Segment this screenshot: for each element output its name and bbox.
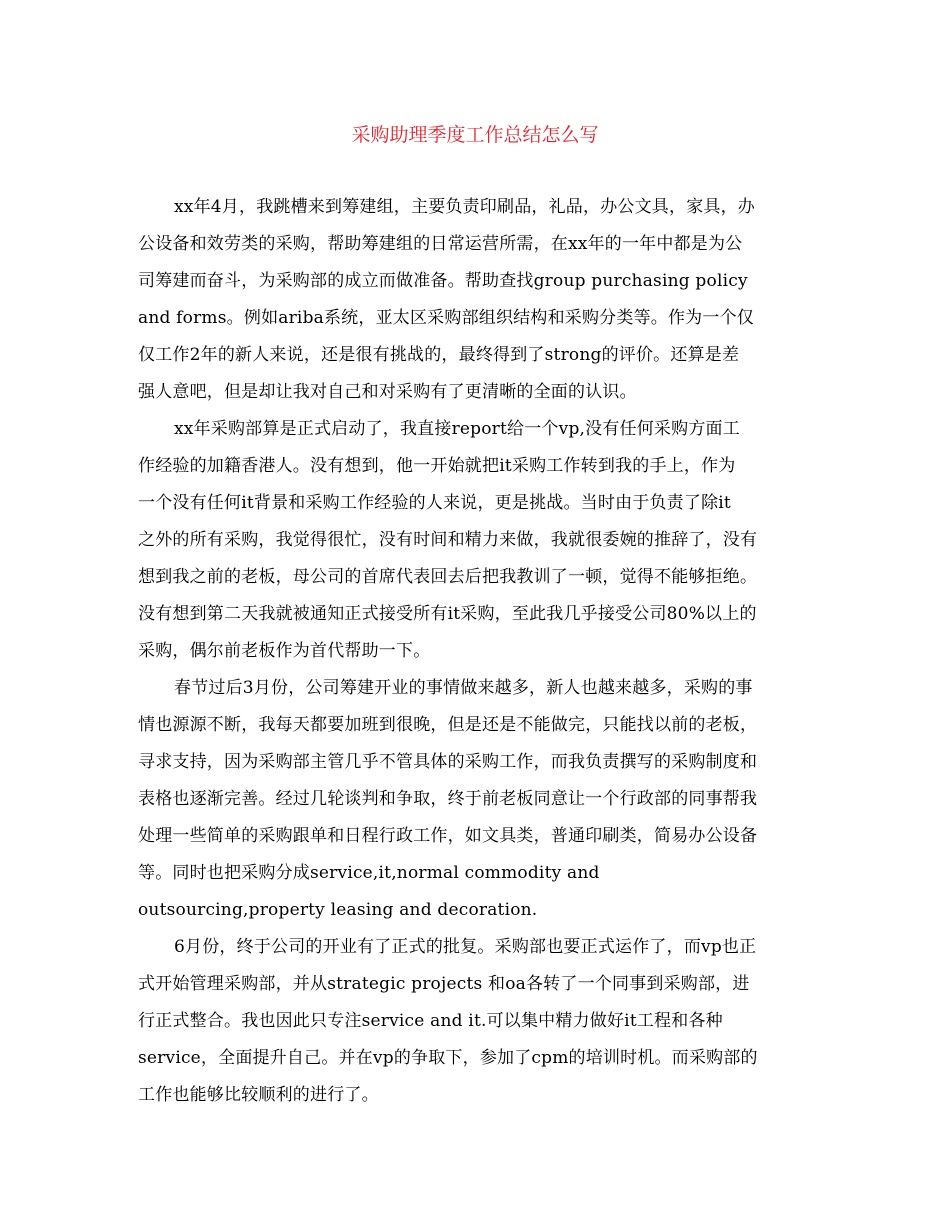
- text-line: 6月份，终于公司的开业有了正式的批复。采购部也要正式运作了，而vp也正: [174, 937, 757, 957]
- text-line: 等。同时也把采购分成service,it,normal commodity and: [138, 863, 600, 883]
- text-line: xx年4月，我跳槽来到筹建组，主要负责印刷品，礼品，办公文具，家具，办: [174, 197, 755, 217]
- text-line: 作经验的加籍香港人。没有想到，他一开始就把it采购工作转到我的手上，作为: [138, 456, 736, 476]
- text-line: 采购，偶尔前老板作为首代帮助一下。: [138, 641, 431, 661]
- text-line: service，全面提升自己。并在vp的争取下，参加了cpm的培训时机。而采购部的: [138, 1048, 758, 1068]
- text-line: 司筹建而奋斗，为采购部的成立而做准备。帮助查找group purchasing policy: [138, 271, 748, 291]
- paragraph: [138, 416, 814, 675]
- paragraph-container: [138, 194, 814, 1119]
- document-body: [138, 194, 814, 1119]
- text-line: xx年采购部算是正式启动了，我直接report给一个vp,没有任何采购方面工: [174, 419, 740, 439]
- text-line: 春节过后3月份，公司筹建开业的事情做来越多，新人也越来越多，采购的事: [174, 678, 753, 698]
- document-title: 采购助理季度工作总结怎么写: [351, 124, 599, 146]
- text-line: 仅工作2年的新人来说，还是很有挑战的，最终得到了strong的评价。还算是差: [138, 345, 740, 365]
- text-line: 处理一些简单的采购跟单和日程行政工作，如文具类，普通印刷类，简易办公设备: [138, 826, 758, 846]
- text-line: 想到我之前的老板，母公司的首席代表回去后把我教训了一顿，觉得不能够拒绝。: [138, 567, 758, 587]
- text-line: 公设备和效劳类的采购，帮助筹建组的日常运营所需，在xx年的一年中都是为公: [138, 234, 743, 254]
- text-line: 强人意吧，但是却让我对自己和对采购有了更清晰的全面的认识。: [138, 382, 637, 402]
- paragraph: [138, 675, 814, 934]
- text-line: outsourcing,property leasing and decoration.: [138, 900, 538, 920]
- text-line: 工作也能够比较顺利的进行了。: [138, 1085, 379, 1105]
- text-line: 没有想到第二天我就被通知正式接受所有it采购，至此我几乎接受公司80%以上的: [138, 604, 757, 624]
- text-line: 式开始管理采购部，并从strategic projects 和oa各转了一个同事到采购部，进: [138, 974, 750, 994]
- text-line: 一个没有任何it背景和采购工作经验的人来说，更是挑战。当时由于负责了除it: [138, 493, 731, 513]
- text-line: 情也源源不断，我每天都要加班到很晚，但是还是不能做完，只能找以前的老板，: [138, 715, 758, 735]
- text-line: 表格也逐渐完善。经过几轮谈判和争取，终于前老板同意让一个行政部的同事帮我: [138, 789, 758, 809]
- paragraph: [138, 934, 814, 1119]
- text-line: and forms。例如ariba系统，亚太区采购部组织结构和采购分类等。作为一个仅: [138, 308, 754, 328]
- text-line: 行正式整合。我也因此只专注service and it.可以集中精力做好it工程和各种: [138, 1011, 723, 1031]
- text-line: 寻求支持，因为采购部主管几乎不管具体的采购工作，而我负责撰写的采购制度和: [138, 752, 758, 772]
- text-line: 之外的所有采购，我觉得很忙，没有时间和精力来做，我就很委婉的推辞了，没有: [138, 530, 758, 550]
- paragraph: [138, 194, 814, 416]
